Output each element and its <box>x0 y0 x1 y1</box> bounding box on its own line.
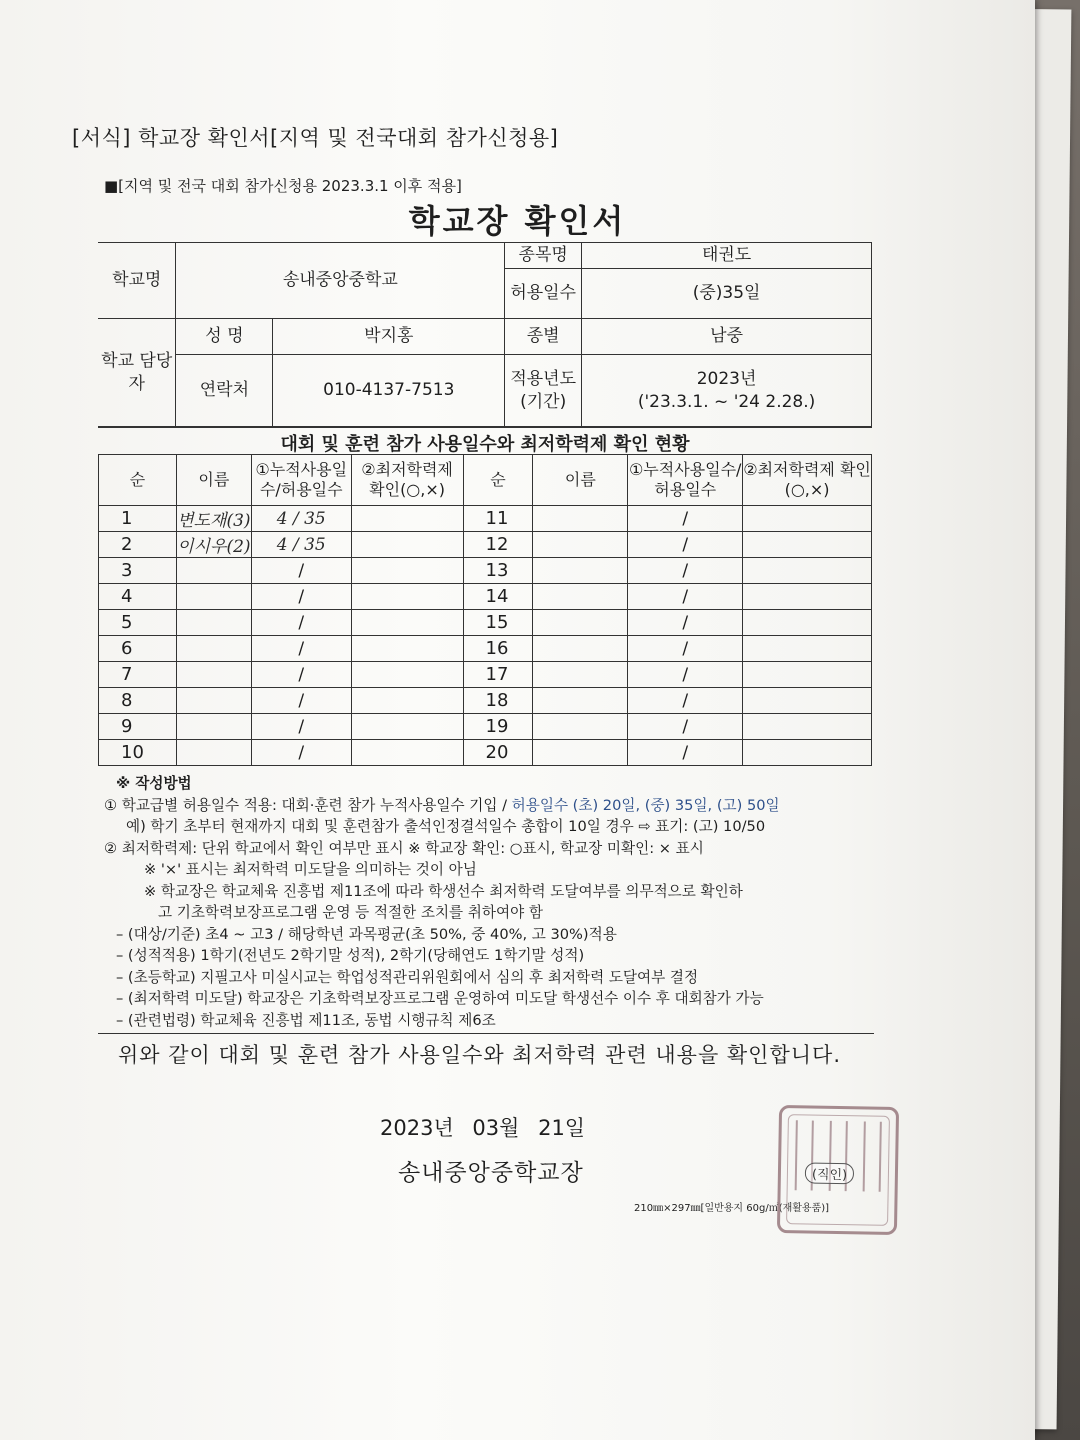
row-number: 1 <box>99 506 177 532</box>
usage-title: 대회 및 훈련 참가 사용일수와 최저학력제 확인 현황 <box>98 427 872 456</box>
days-used: / <box>251 688 351 714</box>
sport-value: 태권도 <box>582 243 872 269</box>
table-row <box>99 610 872 636</box>
student-name <box>533 688 628 714</box>
academic-check <box>351 506 463 532</box>
header-name: 이름 <box>176 455 251 506</box>
student-name <box>176 662 251 688</box>
row-number: 16 <box>463 636 533 662</box>
row-number: 4 <box>99 584 177 610</box>
academic-check <box>743 740 872 766</box>
days-used: / <box>628 610 743 636</box>
row-number: 7 <box>99 662 177 688</box>
document-title: 학교장 확인서 <box>408 202 627 240</box>
days-used: / <box>628 714 743 740</box>
name-label: 성 명 <box>176 319 273 355</box>
row-number: 11 <box>463 506 533 532</box>
student-name <box>533 714 628 740</box>
header-days-right: ①누적사용일수/허용일수 <box>628 455 743 506</box>
method-heading: ※ 작성방법 <box>116 775 192 792</box>
row-number: 8 <box>99 688 177 714</box>
table-row <box>99 584 872 610</box>
seal-glyph <box>863 1121 882 1191</box>
days-used: / <box>251 636 351 662</box>
sport-label: 종목명 <box>505 243 582 269</box>
days-used: / <box>251 584 351 610</box>
row-number: 10 <box>99 740 177 766</box>
row-number: 6 <box>99 636 177 662</box>
academic-check <box>351 714 463 740</box>
student-name <box>176 558 251 584</box>
table-row <box>99 532 872 558</box>
academic-check <box>743 610 872 636</box>
official-seal-stamp <box>777 1105 899 1235</box>
method-note-1: ※ '×' 표시는 최저학력 미도달을 의미하는 것이 아님 <box>144 861 477 878</box>
row-number: 20 <box>463 740 533 766</box>
usage-table <box>98 454 872 766</box>
days-used: / <box>628 584 743 610</box>
days-used: / <box>628 740 743 766</box>
allowed-days-rule: 허용일수 (초) 20일, (중) 35일, (고) 50일 <box>511 796 780 814</box>
table-row <box>99 740 872 766</box>
student-name <box>533 662 628 688</box>
academic-check <box>743 506 872 532</box>
student-name: 변도재(3) <box>176 506 251 532</box>
year-label: 적용년도 (기간) <box>505 355 582 427</box>
contact-label: 연락처 <box>176 355 273 427</box>
academic-check <box>743 662 872 688</box>
academic-check <box>351 610 463 636</box>
row-number: 5 <box>99 610 177 636</box>
method-example: 예) 학기 초부터 현재까지 대회 및 훈련참가 출석인정결석일수 총합이 10일 경우 ⇨ 표기: (고) 10/50 <box>126 818 766 835</box>
method-dash-4: – (최저학력 미도달) 학교장은 기초학력보장프로그램 운영하여 미도달 학생선수 이수 후 대회참가 가능 <box>116 990 764 1007</box>
row-number: 9 <box>99 714 177 740</box>
row-number: 12 <box>463 532 533 558</box>
student-name <box>533 636 628 662</box>
student-name <box>533 584 628 610</box>
academic-check <box>351 584 463 610</box>
student-name <box>176 714 251 740</box>
student-name <box>176 688 251 714</box>
table-row <box>99 688 872 714</box>
days-used: / <box>251 740 351 766</box>
days-used: / <box>251 610 351 636</box>
student-name <box>533 610 628 636</box>
days-used: 4 / 35 <box>251 532 351 558</box>
academic-check <box>743 558 872 584</box>
table-row <box>99 714 872 740</box>
school-label: 학교명 <box>98 243 176 319</box>
row-number: 14 <box>463 584 533 610</box>
row-number: 17 <box>463 662 533 688</box>
method-item-2: ② 최저학력제: 단위 학교에서 확인 여부만 표시 ※ 학교장 확인: ○표시, 학교장 미확인: × 표시 <box>104 839 704 857</box>
method-dash-1: – (대상/기준) 초4 ~ 고3 / 해당학년 과목평균(초 50%, 중 40%, 고 30%)적용 <box>116 925 617 943</box>
academic-check <box>743 584 872 610</box>
period-value: ('23.3.1. ~ '24 2.28.) <box>637 391 816 412</box>
student-name <box>533 506 628 532</box>
academic-check <box>351 558 463 584</box>
school-name: 송내중앙중학교 <box>176 243 505 319</box>
academic-check <box>351 688 463 714</box>
subtitle: ■[지역 및 전국 대회 참가신청용 2023.3.1 이후 적용] <box>104 177 462 195</box>
academic-check <box>351 662 463 688</box>
days-used: / <box>251 558 351 584</box>
paper-spec: 210㎜×297㎜[일반용지 60g/㎡(재활용품)] <box>634 1203 830 1214</box>
academic-check <box>743 714 872 740</box>
academic-check <box>743 532 872 558</box>
days-used: / <box>251 662 351 688</box>
student-name <box>176 636 251 662</box>
seal-label: (직인) <box>805 1162 855 1184</box>
table-row <box>99 662 872 688</box>
academic-check <box>351 740 463 766</box>
allowed-days-label: 허용일수 <box>505 269 582 319</box>
method-dash-5: – (관련법령) 학교체육 진흥법 제11조, 동법 시행규칙 제6조 <box>116 1011 496 1029</box>
row-number: 18 <box>463 688 533 714</box>
form-code: [서식] 학교장 확인서[지역 및 전국대회 참가신청용] <box>72 126 559 150</box>
header-name-right: 이름 <box>533 455 628 506</box>
student-name <box>176 584 251 610</box>
days-used: / <box>628 688 743 714</box>
name-value: 박지홍 <box>273 319 505 355</box>
header-academic-right: ②최저학력제 확인(○,×) <box>743 455 872 506</box>
row-number: 19 <box>463 714 533 740</box>
row-number: 2 <box>99 532 177 558</box>
student-name <box>533 532 628 558</box>
student-name <box>176 740 251 766</box>
row-number: 3 <box>99 558 177 584</box>
days-used: / <box>628 558 743 584</box>
table-row <box>99 558 872 584</box>
student-name <box>533 740 628 766</box>
days-used: / <box>628 636 743 662</box>
year-value: 2023년 <box>696 368 757 389</box>
confirmation-text: 위와 같이 대회 및 훈련 참가 사용일수와 최저학력 관련 내용을 확인합니다. <box>118 1043 842 1067</box>
method-item-1 <box>104 795 884 817</box>
divider <box>98 1033 874 1034</box>
allowed-days-value: (중)35일 <box>582 269 872 319</box>
academic-check <box>743 636 872 662</box>
student-name <box>176 610 251 636</box>
days-used: / <box>628 506 743 532</box>
table-row <box>99 506 872 532</box>
year-cell <box>582 355 872 427</box>
method-dash-2: – (성적적용) 1학기(전년도 2학기말 성적), 2학기(당해연도 1학기말 성적) <box>116 947 585 964</box>
gender-value: 남중 <box>582 319 872 355</box>
method-dash-3: – (초등학교) 지필고사 미실시교는 학업성적관리위원회에서 심의 후 최저학력 도달여부 결정 <box>116 968 699 986</box>
days-used: / <box>628 532 743 558</box>
header-no: 순 <box>99 455 177 506</box>
manager-label: 학교 담당자 <box>98 319 176 427</box>
method-note-2b: 고 기초학력보장프로그램 운영 등 적절한 조치를 취하여야 함 <box>158 904 543 921</box>
row-number: 13 <box>463 558 533 584</box>
days-used: / <box>628 662 743 688</box>
gender-label: 종별 <box>505 319 582 355</box>
academic-check <box>351 636 463 662</box>
issue-date: 2023년 03월 21일 <box>380 1116 586 1140</box>
header-no-right: 순 <box>463 455 533 506</box>
method-note-2a: ※ 학교장은 학교체육 진흥법 제11조에 따라 학생선수 최저학력 도달여부를 의무적으로 확인하 <box>144 882 743 900</box>
academic-check <box>743 688 872 714</box>
header-days: ①누적사용일수/허용일수 <box>251 455 351 506</box>
principal-signature: 송내중앙중학교장 <box>398 1160 584 1186</box>
instructions <box>104 773 884 1031</box>
contact-value: 010-4137-7513 <box>273 355 505 427</box>
student-name <box>533 558 628 584</box>
academic-check <box>351 532 463 558</box>
usage-header-row <box>99 455 872 506</box>
student-name: 이시우(2) <box>176 532 251 558</box>
method-item-1-text: ① 학교급별 허용일수 적용: 대회·훈련 참가 누적사용일수 기입 / <box>104 796 512 814</box>
table-row <box>99 636 872 662</box>
days-used: 4 / 35 <box>251 506 351 532</box>
header-academic: ②최저학력제 확인(○,×) <box>351 455 463 506</box>
days-used: / <box>251 714 351 740</box>
row-number: 15 <box>463 610 533 636</box>
info-table <box>98 242 872 427</box>
